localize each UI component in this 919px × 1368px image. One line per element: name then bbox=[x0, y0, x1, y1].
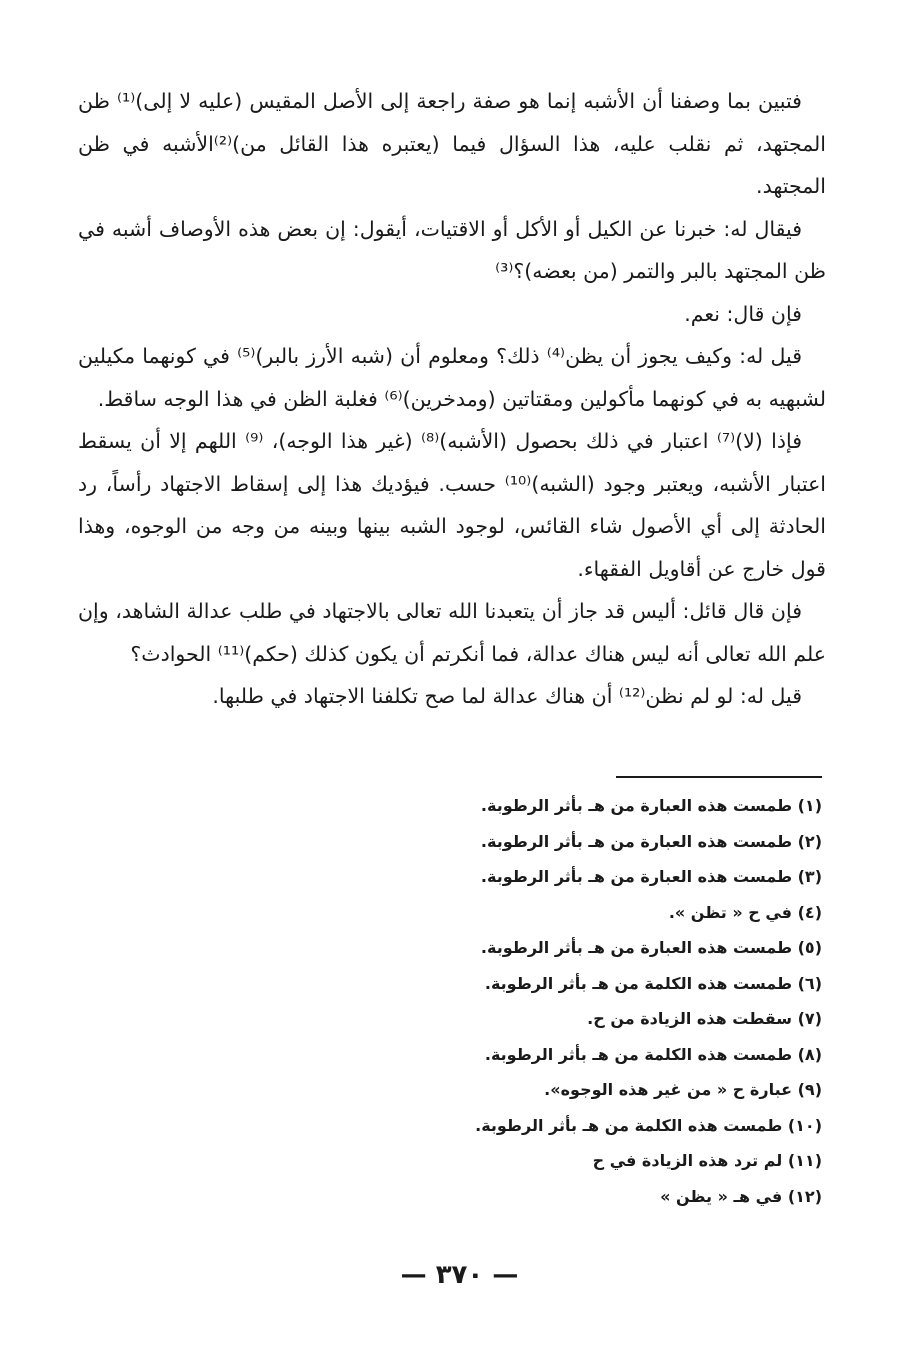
paragraph: فإن قال: نعم. bbox=[684, 301, 802, 326]
footnote: (٨) طمست هذه الكلمة من هـ بأثر الرطوبة. bbox=[484, 1044, 822, 1064]
footnote: (١٢) في هـ « يظن » bbox=[660, 1186, 822, 1206]
footnote: (٥) طمست هذه العبارة من هـ بأثر الرطوبة. bbox=[480, 938, 822, 957]
footnote: (٢) طمست هذه العبارة من هـ بأثر الرطوبة. bbox=[480, 831, 822, 851]
paragraph: فإن قال قائل: أليس قد جاز أن يتعبدنا الله تعالى بالاجتهاد في طلب عدالة الشاهد، وإن علم الله تعالى أنه ليس هناك عدالة، فما أنكرتم أن يكون كذلك (حكم)⁽¹¹⁾ الحوادث؟ bbox=[78, 599, 826, 666]
page-number: — ٣٧٠ — bbox=[400, 1260, 519, 1290]
paragraph: فيقال له: خبرنا عن الكيل أو الأكل أو الاقتيات، أيقول: إن بعض هذه الأوصاف أشبه في ظن المجتهد بالبر والتمر (من بعضه)؟⁽³⁾ bbox=[78, 216, 826, 283]
main-text bbox=[78, 80, 826, 718]
footnote-separator bbox=[616, 776, 822, 778]
footnote: (١١) لم ترد هذه الزيادة في ح bbox=[592, 1151, 822, 1170]
footnote: (٤) في ح « تظن ». bbox=[668, 902, 822, 922]
footnotes bbox=[302, 788, 822, 1214]
paragraph: قيل له: لو لم نظن⁽¹²⁾ أن هناك عدالة لما صح تكلفنا الاجتهاد في طلبها. bbox=[212, 684, 802, 708]
footnote: (٧) سقطت هذه الزيادة من ح. bbox=[587, 1009, 822, 1028]
footnote: (٣) طمست هذه العبارة من هـ بأثر الرطوبة. bbox=[480, 867, 822, 886]
footnote: (٦) طمست هذه الكلمة من هـ بأثر الرطوبة. bbox=[484, 973, 822, 993]
footnote: (١٠) طمست هذه الكلمة من هـ بأثر الرطوبة. bbox=[475, 1115, 822, 1135]
footnote: (٩) عبارة ح « من غير هذه الوجوه». bbox=[544, 1080, 822, 1099]
paragraph: قيل له: وكيف يجوز أن يظن⁽⁴⁾ ذلك؟ ومعلوم أن (شبه الأرز بالبر)⁽⁵⁾ في كونهما مكيلين لشبهيه به في كونهما مأكولين ومقتاتين (ومدخرين)⁽⁶⁾ فغلبة الظن في هذا الوجه ساقط. bbox=[78, 344, 826, 411]
footnote: (١) طمست هذه العبارة من هـ بأثر الرطوبة. bbox=[480, 796, 822, 815]
paragraph: فتبين بما وصفنا أن الأشبه إنما هو صفة راجعة إلى الأصل المقيس (عليه لا إلى)⁽¹⁾ ظن المجتهد، ثم نقلب عليه، هذا السؤال فيما (يعتبره هذا القائل من)⁽²⁾الأشبه في ظن المجتهد. bbox=[78, 89, 826, 198]
paragraph: فإذا (لا)⁽⁷⁾ اعتبار في ذلك بحصول (الأشبه)⁽⁸⁾ (غير هذا الوجه)، ⁽⁹⁾ اللهم إلا أن يسقط اعتبار الأشبه، ويعتبر وجود (الشبه)⁽¹⁰⁾ حسب. فيؤديك هذا إلى إسقاط الاجتهاد رأساً، رد الحادثة إلى أي الأصول شاء القائس، لوجود الشبه بينها وبينه من وجه من الوجوه، وهذا قول خارج عن أقاويل الفقهاء. bbox=[78, 429, 827, 581]
